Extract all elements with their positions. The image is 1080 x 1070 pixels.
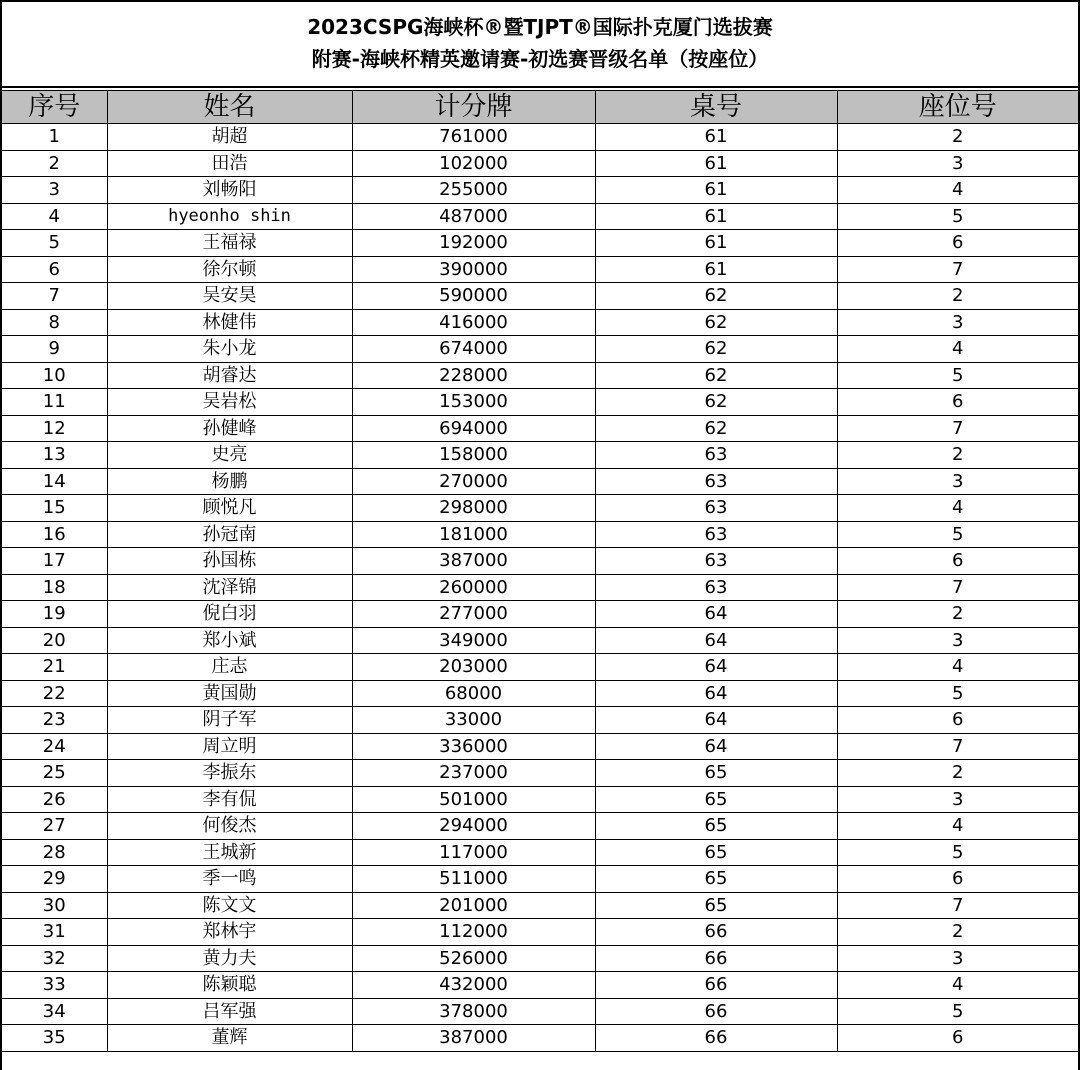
cell-index: 23: [2, 707, 107, 734]
cell-chips: 674000: [352, 336, 595, 363]
cell-index: 17: [2, 548, 107, 575]
cell-chips: 511000: [352, 866, 595, 893]
cell-seat-number: 6: [837, 707, 1078, 734]
table-row: [2, 733, 1078, 760]
cell-chips: 298000: [352, 495, 595, 522]
cell-name: 胡超: [107, 124, 352, 151]
cell-chips: 487000: [352, 203, 595, 230]
cell-name: 郑小斌: [107, 627, 352, 654]
page-subtitle: 附赛-海峡杯精英邀请赛-初选赛晋级名单（按座位）: [311, 47, 769, 71]
cell-table-number: 64: [595, 680, 837, 707]
cell-index: 21: [2, 654, 107, 681]
header-cell-table-number: 桌号: [595, 91, 837, 124]
cell-name: 吴安昊: [107, 283, 352, 310]
cell-index: 25: [2, 760, 107, 787]
cell-seat-number: 6: [837, 389, 1078, 416]
cell-table-number: 63: [595, 574, 837, 601]
header-cell-index: 序号: [2, 91, 107, 124]
cell-chips: 33000: [352, 707, 595, 734]
cell-index: 22: [2, 680, 107, 707]
cell-name: 顾悦凡: [107, 495, 352, 522]
cell-table-number: 66: [595, 1025, 837, 1052]
table-row: [2, 1025, 1078, 1052]
cell-index: 4: [2, 203, 107, 230]
cell-chips: 501000: [352, 786, 595, 813]
table-row: [2, 415, 1078, 442]
cell-chips: 112000: [352, 919, 595, 946]
cell-seat-number: 5: [837, 521, 1078, 548]
cell-chips: 432000: [352, 972, 595, 999]
cell-table-number: 65: [595, 892, 837, 919]
cell-chips: 349000: [352, 627, 595, 654]
table-row: [2, 203, 1078, 230]
table-row: [2, 521, 1078, 548]
cell-table-number: 62: [595, 283, 837, 310]
cell-name: 李振东: [107, 760, 352, 787]
cell-table-number: 62: [595, 336, 837, 363]
cell-table-number: 65: [595, 866, 837, 893]
table-row: [2, 124, 1078, 151]
cell-name: 王城新: [107, 839, 352, 866]
cell-table-number: 62: [595, 309, 837, 336]
page-title: 2023CSPG海峡杯®暨TJPT®国际扑克厦门选拔赛: [307, 15, 773, 39]
table-row: [2, 442, 1078, 469]
cell-seat-number: 5: [837, 998, 1078, 1025]
cell-seat-number: 6: [837, 548, 1078, 575]
cell-name: 倪白羽: [107, 601, 352, 628]
cell-seat-number: 3: [837, 786, 1078, 813]
table-row: [2, 283, 1078, 310]
cell-seat-number: 3: [837, 309, 1078, 336]
cell-table-number: 61: [595, 150, 837, 177]
cell-index: 12: [2, 415, 107, 442]
cell-table-number: 62: [595, 389, 837, 416]
cell-seat-number: 5: [837, 362, 1078, 389]
cell-seat-number: 6: [837, 866, 1078, 893]
cell-chips: 336000: [352, 733, 595, 760]
table-row: [2, 786, 1078, 813]
cell-table-number: 61: [595, 256, 837, 283]
cell-chips: 390000: [352, 256, 595, 283]
table-row: [2, 256, 1078, 283]
cell-seat-number: 2: [837, 283, 1078, 310]
cell-chips: 181000: [352, 521, 595, 548]
table-row: [2, 972, 1078, 999]
cell-chips: 387000: [352, 1025, 595, 1052]
header-cell-chips: 计分牌: [352, 91, 595, 124]
table-body: [2, 124, 1078, 1052]
cell-name: 徐尔顿: [107, 256, 352, 283]
cell-index: 20: [2, 627, 107, 654]
cell-seat-number: 7: [837, 574, 1078, 601]
cell-seat-number: 4: [837, 177, 1078, 204]
cell-table-number: 66: [595, 972, 837, 999]
cell-chips: 526000: [352, 945, 595, 972]
header-cell-name: 姓名: [107, 91, 352, 124]
cell-name: 田浩: [107, 150, 352, 177]
cell-table-number: 62: [595, 415, 837, 442]
cell-index: 30: [2, 892, 107, 919]
cell-seat-number: 5: [837, 203, 1078, 230]
cell-seat-number: 4: [837, 972, 1078, 999]
cell-index: 9: [2, 336, 107, 363]
cell-chips: 694000: [352, 415, 595, 442]
cell-name: 王福禄: [107, 230, 352, 257]
table-row: [2, 627, 1078, 654]
table-row: [2, 495, 1078, 522]
table-row: [2, 813, 1078, 840]
cell-table-number: 64: [595, 627, 837, 654]
cell-name: 陈文文: [107, 892, 352, 919]
cell-seat-number: 7: [837, 256, 1078, 283]
table-row: [2, 574, 1078, 601]
cell-table-number: 61: [595, 203, 837, 230]
table-row: [2, 760, 1078, 787]
cell-name: 庄志: [107, 654, 352, 681]
cell-table-number: 63: [595, 468, 837, 495]
cell-table-number: 61: [595, 177, 837, 204]
cell-table-number: 64: [595, 733, 837, 760]
table-row: [2, 707, 1078, 734]
cell-chips: 153000: [352, 389, 595, 416]
cell-index: 29: [2, 866, 107, 893]
cell-chips: 201000: [352, 892, 595, 919]
table-row: [2, 654, 1078, 681]
cell-name: hyeonho shin: [107, 203, 352, 230]
cell-chips: 117000: [352, 839, 595, 866]
cell-index: 13: [2, 442, 107, 469]
cell-index: 3: [2, 177, 107, 204]
cell-chips: 192000: [352, 230, 595, 257]
cell-name: 孙健峰: [107, 415, 352, 442]
cell-name: 刘畅阳: [107, 177, 352, 204]
cell-table-number: 64: [595, 654, 837, 681]
table-row: [2, 839, 1078, 866]
cell-table-number: 63: [595, 442, 837, 469]
cell-name: 吕军强: [107, 998, 352, 1025]
cell-index: 33: [2, 972, 107, 999]
cell-seat-number: 3: [837, 150, 1078, 177]
cell-table-number: 66: [595, 945, 837, 972]
cell-index: 11: [2, 389, 107, 416]
cell-table-number: 62: [595, 362, 837, 389]
qualifier-table: [2, 90, 1078, 1052]
cell-table-number: 66: [595, 919, 837, 946]
cell-table-number: 66: [595, 998, 837, 1025]
cell-index: 10: [2, 362, 107, 389]
cell-chips: 590000: [352, 283, 595, 310]
cell-chips: 102000: [352, 150, 595, 177]
cell-index: 15: [2, 495, 107, 522]
cell-index: 5: [2, 230, 107, 257]
cell-seat-number: 5: [837, 680, 1078, 707]
table-header: [2, 91, 1078, 124]
cell-name: 季一鸣: [107, 866, 352, 893]
cell-chips: 68000: [352, 680, 595, 707]
cell-index: 14: [2, 468, 107, 495]
cell-index: 8: [2, 309, 107, 336]
cell-index: 35: [2, 1025, 107, 1052]
cell-table-number: 64: [595, 707, 837, 734]
cell-chips: 158000: [352, 442, 595, 469]
cell-seat-number: 4: [837, 813, 1078, 840]
cell-index: 32: [2, 945, 107, 972]
cell-seat-number: 2: [837, 919, 1078, 946]
cell-seat-number: 6: [837, 230, 1078, 257]
cell-table-number: 61: [595, 124, 837, 151]
cell-name: 孙冠南: [107, 521, 352, 548]
cell-name: 郑林宇: [107, 919, 352, 946]
cell-seat-number: 6: [837, 1025, 1078, 1052]
cell-table-number: 64: [595, 601, 837, 628]
table-row: [2, 998, 1078, 1025]
cell-chips: 416000: [352, 309, 595, 336]
table-row: [2, 309, 1078, 336]
cell-seat-number: 2: [837, 442, 1078, 469]
cell-name: 胡睿达: [107, 362, 352, 389]
cell-name: 董辉: [107, 1025, 352, 1052]
table-row: [2, 150, 1078, 177]
cell-name: 朱小龙: [107, 336, 352, 363]
cell-chips: 761000: [352, 124, 595, 151]
cell-name: 黄国勋: [107, 680, 352, 707]
table-row: [2, 336, 1078, 363]
cell-table-number: 63: [595, 548, 837, 575]
cell-name: 史亮: [107, 442, 352, 469]
cell-index: 16: [2, 521, 107, 548]
cell-index: 7: [2, 283, 107, 310]
table-row: [2, 601, 1078, 628]
title-block: [2, 0, 1078, 88]
cell-chips: 270000: [352, 468, 595, 495]
cell-name: 林健伟: [107, 309, 352, 336]
cell-seat-number: 5: [837, 839, 1078, 866]
header-cell-seat-number: 座位号: [837, 91, 1078, 124]
cell-table-number: 63: [595, 495, 837, 522]
header-row: [2, 91, 1078, 124]
cell-seat-number: 7: [837, 415, 1078, 442]
cell-seat-number: 7: [837, 733, 1078, 760]
cell-chips: 294000: [352, 813, 595, 840]
table-row: [2, 680, 1078, 707]
cell-name: 黄力夫: [107, 945, 352, 972]
cell-chips: 228000: [352, 362, 595, 389]
cell-chips: 203000: [352, 654, 595, 681]
cell-index: 34: [2, 998, 107, 1025]
cell-chips: 277000: [352, 601, 595, 628]
cell-index: 28: [2, 839, 107, 866]
cell-name: 陈颖聪: [107, 972, 352, 999]
cell-name: 何俊杰: [107, 813, 352, 840]
cell-chips: 378000: [352, 998, 595, 1025]
cell-chips: 387000: [352, 548, 595, 575]
table-row: [2, 177, 1078, 204]
cell-seat-number: 2: [837, 601, 1078, 628]
cell-table-number: 65: [595, 786, 837, 813]
cell-seat-number: 4: [837, 654, 1078, 681]
cell-name: 吴岩松: [107, 389, 352, 416]
cell-name: 李有侃: [107, 786, 352, 813]
cell-index: 31: [2, 919, 107, 946]
cell-name: 沈泽锦: [107, 574, 352, 601]
cell-table-number: 61: [595, 230, 837, 257]
cell-table-number: 65: [595, 839, 837, 866]
cell-name: 周立明: [107, 733, 352, 760]
cell-table-number: 63: [595, 521, 837, 548]
cell-index: 24: [2, 733, 107, 760]
table-row: [2, 866, 1078, 893]
cell-index: 19: [2, 601, 107, 628]
cell-chips: 255000: [352, 177, 595, 204]
table-row: [2, 362, 1078, 389]
cell-seat-number: 3: [837, 627, 1078, 654]
cell-chips: 237000: [352, 760, 595, 787]
cell-seat-number: 2: [837, 124, 1078, 151]
cell-seat-number: 4: [837, 336, 1078, 363]
cell-chips: 260000: [352, 574, 595, 601]
table-row: [2, 468, 1078, 495]
cell-name: 杨鹏: [107, 468, 352, 495]
cell-table-number: 65: [595, 760, 837, 787]
cell-index: 18: [2, 574, 107, 601]
cell-seat-number: 3: [837, 945, 1078, 972]
table-row: [2, 892, 1078, 919]
cell-seat-number: 3: [837, 468, 1078, 495]
cell-seat-number: 4: [837, 495, 1078, 522]
cell-table-number: 65: [595, 813, 837, 840]
cell-index: 2: [2, 150, 107, 177]
cell-index: 6: [2, 256, 107, 283]
cell-name: 阴子军: [107, 707, 352, 734]
cell-index: 26: [2, 786, 107, 813]
table-row: [2, 230, 1078, 257]
cell-index: 27: [2, 813, 107, 840]
table-row: [2, 945, 1078, 972]
table-row: [2, 389, 1078, 416]
table-row: [2, 548, 1078, 575]
cell-name: 孙国栋: [107, 548, 352, 575]
cell-seat-number: 7: [837, 892, 1078, 919]
cell-seat-number: 2: [837, 760, 1078, 787]
cell-index: 1: [2, 124, 107, 151]
table-row: [2, 919, 1078, 946]
